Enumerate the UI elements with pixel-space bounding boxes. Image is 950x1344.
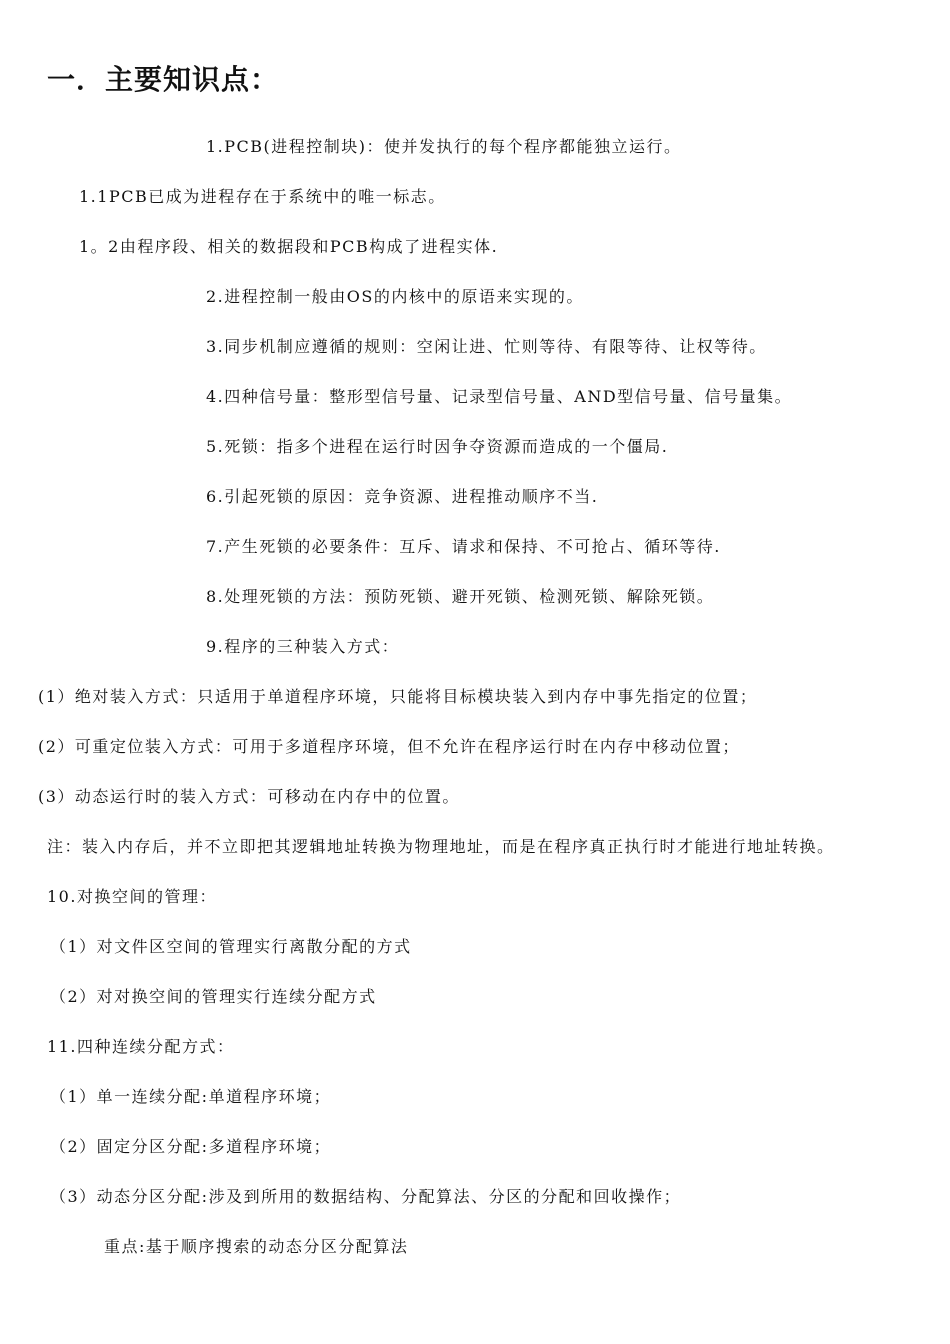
point-1-pcb: 1.PCB(进程控制块)：使并发执行的每个程序都能独立运行。 <box>206 137 682 156</box>
allocation-dynamic: （3）动态分区分配:涉及到所用的数据结构、分配算法、分区的分配和回收操作； <box>50 1187 682 1206</box>
point-9-loading-methods: 9.程序的三种装入方式： <box>206 637 400 656</box>
swap-space-item: （2）对对换空间的管理实行连续分配方式 <box>50 987 377 1006</box>
swap-file-area-item: （1）对文件区空间的管理实行离散分配的方式 <box>50 937 412 956</box>
point-1-1-pcb-flag: 1.1PCB已成为进程存在于系统中的唯一标志。 <box>79 187 446 206</box>
section-heading: 一．主要知识点： <box>47 63 280 96</box>
point-5-deadlock: 5.死锁：指多个进程在运行时因争夺资源而造成的一个僵局. <box>206 437 669 456</box>
loading-method-absolute: (1）绝对装入方式：只适用于单道程序环境，只能将目标模块装入到内存中事先指定的位置； <box>38 687 758 706</box>
point-1-2-process-entity: 1。2由程序段、相关的数据段和PCB构成了进程实体. <box>79 237 499 256</box>
point-7-deadlock-conditions: 7.产生死锁的必要条件：互斥、请求和保持、不可抢占、循环等待. <box>206 537 721 556</box>
point-8-deadlock-handling: 8.处理死锁的方法：预防死锁、避开死锁、检测死锁、解除死锁。 <box>206 587 715 606</box>
key-point: 重点:基于顺序搜索的动态分区分配算法 <box>104 1237 409 1256</box>
loading-note: 注：装入内存后，并不立即把其逻辑地址转换为物理地址，而是在程序真正执行时才能进行地址转换。 <box>47 837 835 856</box>
point-11-contiguous-allocation: 11.四种连续分配方式： <box>47 1037 235 1056</box>
loading-method-dynamic: (3）动态运行时的装入方式：可移动在内存中的位置。 <box>38 787 460 806</box>
point-4-semaphores: 4.四种信号量：整形型信号量、记录型信号量、AND型信号量、信号量集。 <box>206 387 793 406</box>
point-6-deadlock-causes: 6.引起死锁的原因：竞争资源、进程推动顺序不当. <box>206 487 599 506</box>
allocation-single: （1）单一连续分配:单道程序环境； <box>50 1087 332 1106</box>
point-3-sync-rules: 3.同步机制应遵循的规则：空闲让进、忙则等待、有限等待、让权等待。 <box>206 337 767 356</box>
allocation-fixed: （2）固定分区分配:多道程序环境； <box>50 1137 332 1156</box>
loading-method-relocatable: (2）可重定位装入方式：可用于多道程序环境，但不允许在程序运行时在内存中移动位置； <box>38 737 740 756</box>
point-10-swap-space: 10.对换空间的管理： <box>47 887 217 906</box>
point-2-process-control: 2.进程控制一般由OS的内核中的原语来实现的。 <box>206 287 584 306</box>
